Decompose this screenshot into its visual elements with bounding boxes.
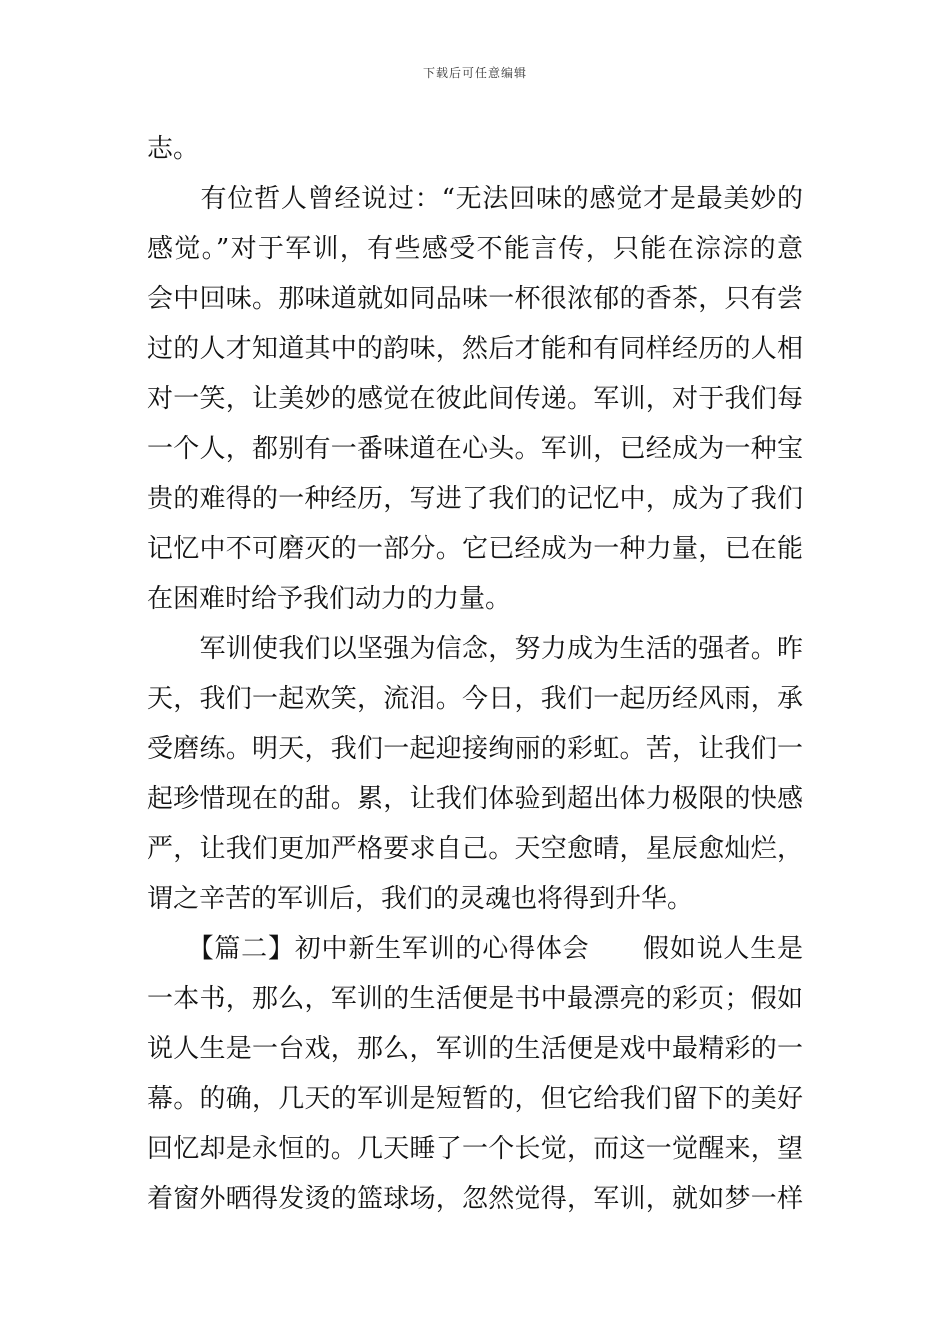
text-line: 起珍惜现在的甜。累，让我们体验到超出体力极限的快感 xyxy=(147,784,803,814)
text-line: 严，让我们更加严格要求自己。天空愈晴，星辰愈灿烂， xyxy=(147,834,803,864)
text-line: 在困难时给予我们动力的力量。 xyxy=(147,584,512,614)
text-line: 着窗外晒得发烫的篮球场，忽然觉得，军训，就如梦一样 xyxy=(147,1184,803,1214)
text-line: 会中回味。那味道就如同品味一杯很浓郁的香茶，只有尝 xyxy=(147,284,803,314)
text-line: 军训使我们以坚强为信念，努力成为生活的强者。昨 xyxy=(147,634,803,664)
text-line: 天，我们一起欢笑，流泪。今日，我们一起历经风雨，承 xyxy=(147,684,803,714)
text-line: 幕。的确，几天的军训是短暂的，但它给我们留下的美好 xyxy=(147,1084,803,1114)
text-line: 受磨练。明天，我们一起迎接绚丽的彩虹。苦，让我们一 xyxy=(147,734,803,764)
text-line: 记忆中不可磨灭的一部分。它已经成为一种力量，已在能 xyxy=(147,534,803,564)
text-line: 说人生是一台戏，那么，军训的生活便是戏中最精彩的一 xyxy=(147,1034,803,1064)
text-line: 有位哲人曾经说过：“无法回味的感觉才是最美妙的 xyxy=(147,184,803,214)
text-line: 过的人才知道其中的韵味，然后才能和有同样经历的人相 xyxy=(147,334,803,364)
text-line: 志。 xyxy=(147,134,200,164)
text-line: 一本书，那么，军训的生活便是书中最漂亮的彩页；假如 xyxy=(147,984,803,1014)
document-body xyxy=(147,124,803,1224)
page-header: 下载后可任意编辑 xyxy=(422,66,527,80)
text-line: 回忆却是永恒的。几天睡了一个长觉，而这一觉醒来，望 xyxy=(147,1134,803,1164)
text-line: 贵的难得的一种经历，写进了我们的记忆中，成为了我们 xyxy=(147,484,803,514)
text-line: 谓之辛苦的军训后，我们的灵魂也将得到升华。 xyxy=(147,884,694,914)
text-line: 【篇二】初中新生军训的心得体会 假如说人生是 xyxy=(147,934,803,964)
text-line: 一个人，都别有一番味道在心头。军训，已经成为一种宝 xyxy=(147,434,803,464)
text-line: 对一笑，让美妙的感觉在彼此间传递。军训，对于我们每 xyxy=(147,384,803,414)
text-line: 感觉。”对于军训，有些感受不能言传，只能在淙淙的意 xyxy=(147,234,803,264)
